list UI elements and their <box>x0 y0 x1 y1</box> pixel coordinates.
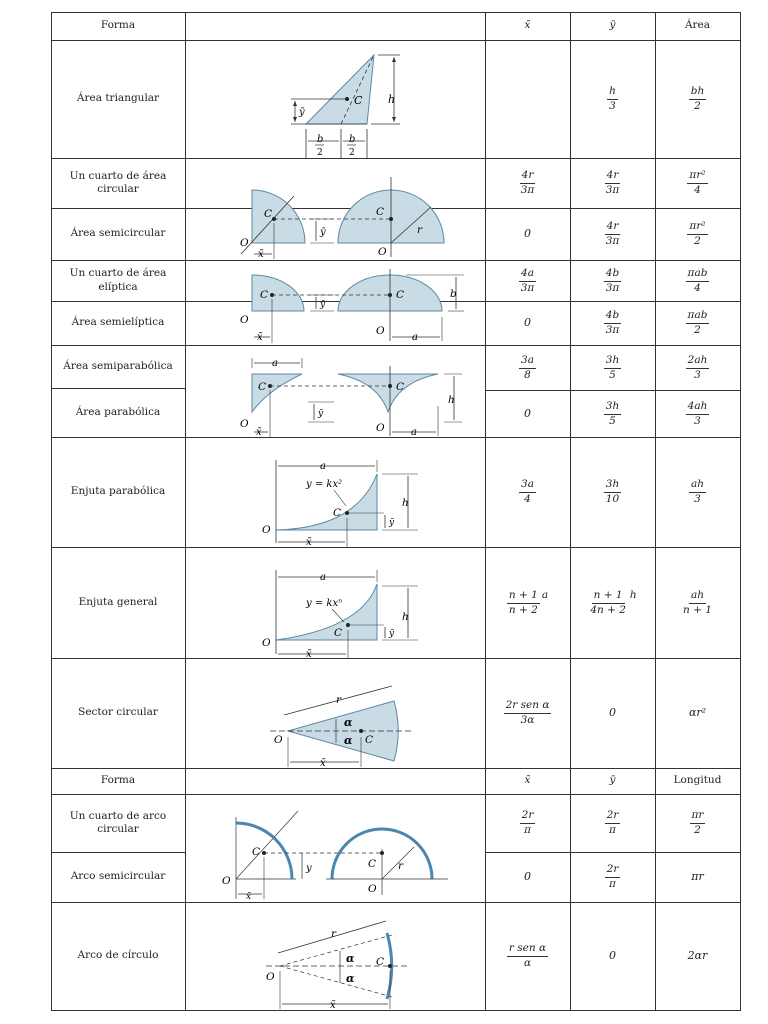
label-C2: C <box>396 289 405 301</box>
label-C1: C <box>258 381 267 393</box>
label-xbar: x̄ <box>330 1000 336 1010</box>
row-name: Arco semicircular <box>70 870 166 883</box>
header-longitud: Longitud <box>673 774 722 787</box>
label-C: C <box>333 507 342 519</box>
value <box>686 400 710 427</box>
row-value-xbar <box>485 658 570 768</box>
label-O1: O <box>240 237 249 249</box>
row-value-ybar <box>570 547 655 658</box>
row-value-area <box>655 208 740 260</box>
fraction-denominator: 3 <box>609 100 616 112</box>
label-h: h <box>448 394 455 406</box>
label-h: h <box>402 497 409 509</box>
row-name: Enjuta parabólica <box>70 485 166 498</box>
row-name: Área semiparabólica <box>63 359 173 372</box>
header-ybar-2: ȳ <box>609 774 616 787</box>
value <box>504 699 552 726</box>
fraction <box>604 355 621 381</box>
row-value-xbar <box>485 794 570 852</box>
row-value-ybar <box>570 852 655 902</box>
row-value-xbar <box>485 158 570 208</box>
fraction-denominator: 2 <box>694 235 701 247</box>
figure-general-spandrel <box>186 548 485 658</box>
value <box>686 309 710 336</box>
row-name: Un cuarto de arco circular <box>69 809 167 835</box>
row-value-ybar <box>570 40 655 158</box>
fraction-denominator: 10 <box>605 493 620 505</box>
fraction <box>507 943 548 969</box>
fraction-denominator: 3π <box>605 281 620 294</box>
label-ybar: ȳ <box>299 107 305 118</box>
label-O: O <box>262 524 271 536</box>
fraction <box>588 590 628 616</box>
row-value-area <box>655 260 740 301</box>
value: 0 <box>524 870 531 884</box>
label-O: O <box>266 971 275 983</box>
value <box>686 354 710 381</box>
label-a: a <box>320 461 326 472</box>
label-ybar: ȳ <box>320 300 326 310</box>
value <box>520 809 536 836</box>
label-C1: C <box>252 846 261 858</box>
figure-triangular-area <box>186 41 485 158</box>
fraction <box>686 310 710 336</box>
value: πr <box>691 870 704 884</box>
value <box>689 85 706 112</box>
value <box>681 589 714 616</box>
value <box>686 267 710 294</box>
value: 0 <box>524 316 531 330</box>
label-xbar: x̄ <box>257 332 263 343</box>
row-value-area <box>655 345 740 390</box>
fraction <box>689 479 706 505</box>
fraction-denominator: 2 <box>694 324 701 336</box>
header-area: Área <box>684 19 711 32</box>
row-value-xbar <box>485 437 570 547</box>
fraction-numerator: ah <box>689 590 706 604</box>
figure-parabolic-spandrel <box>186 438 485 547</box>
fraction <box>507 590 540 616</box>
row-value-ybar <box>570 345 655 390</box>
fraction <box>605 864 621 890</box>
row-name: Un cuarto de área elíptica <box>69 267 167 293</box>
fraction-denominator: 3 <box>694 414 701 427</box>
fraction-denominator: 4n + 2 <box>590 603 626 616</box>
value <box>607 85 618 112</box>
value: 0 <box>524 227 531 241</box>
label-eq: y = kx² <box>306 479 343 490</box>
fraction-denominator: 3α <box>520 714 535 726</box>
row-value-ybar <box>570 260 655 301</box>
value <box>519 478 536 505</box>
fraction <box>519 170 537 196</box>
row-value-area <box>655 852 740 902</box>
fraction <box>604 479 621 505</box>
value: 0 <box>524 406 531 420</box>
value <box>604 354 621 381</box>
label-O2: O <box>376 422 385 434</box>
table-border-right <box>740 12 741 1011</box>
fraction-denominator: 3π <box>520 281 535 294</box>
fraction <box>604 170 622 196</box>
label-r: r <box>398 860 404 872</box>
label-O: O <box>262 637 271 649</box>
header-forma-2: Forma <box>100 774 136 787</box>
row-name: Área triangular <box>76 92 160 105</box>
fraction <box>504 700 552 726</box>
value <box>604 309 622 336</box>
fraction-numerator: h <box>607 86 618 100</box>
row-value-ybar <box>570 902 655 1010</box>
fraction <box>604 310 622 336</box>
row-value-xbar <box>485 208 570 260</box>
header-ybar: ȳ <box>609 19 616 32</box>
fraction <box>686 268 710 294</box>
fraction-denominator: 3π <box>605 184 620 196</box>
value <box>507 942 548 969</box>
label-ybar: ȳ <box>318 409 324 419</box>
label-r: r <box>336 694 342 706</box>
label-eq: y = kxⁿ <box>306 598 343 609</box>
row-value-area <box>655 794 740 852</box>
fraction <box>605 810 621 836</box>
row-value-area <box>655 390 740 437</box>
fraction <box>520 810 536 836</box>
row-name: Enjuta general <box>78 595 158 608</box>
fraction-numerator: 4ah <box>686 401 710 415</box>
label-O2: O <box>376 325 385 337</box>
figure-circular-arcs <box>186 795 485 902</box>
label-r: r <box>417 224 423 236</box>
fraction-numerator: πab <box>686 268 710 282</box>
figure-parabolic-areas <box>186 346 485 437</box>
value: αr² <box>688 706 707 720</box>
value: 0 <box>609 949 616 963</box>
value <box>687 169 707 196</box>
fraction-denominator: 3 <box>694 368 701 381</box>
header-xbar-2: x̄ <box>524 774 531 787</box>
row-value-area <box>655 437 740 547</box>
row-name: Área semielíptica <box>71 316 165 329</box>
fraction-numerator: πr² <box>687 170 707 184</box>
fraction-numerator: 2r <box>605 864 621 878</box>
fraction-numerator: 4a <box>519 268 536 282</box>
fraction <box>604 268 622 294</box>
row-value-area <box>655 40 740 158</box>
header-xbar: x̄ <box>524 19 531 32</box>
fraction-denominator: 2 <box>694 824 701 836</box>
label-C2: C <box>376 206 385 218</box>
fraction-denominator: 3π <box>605 324 620 336</box>
row-value-xbar <box>485 390 570 437</box>
fraction <box>519 479 536 505</box>
label-xbar: x̄ <box>258 249 264 260</box>
label-ybar: ȳ <box>320 227 326 238</box>
fraction-denominator: 4 <box>694 281 701 294</box>
fraction <box>607 86 618 112</box>
row-value-xbar <box>485 40 570 158</box>
value <box>519 169 537 196</box>
fraction <box>686 355 710 381</box>
fraction-denominator: π <box>609 824 616 836</box>
fraction-denominator: 4 <box>524 493 531 505</box>
value <box>604 478 621 505</box>
row-value-ybar <box>570 208 655 260</box>
value: 2αr <box>687 949 708 963</box>
fraction-numerator: 3h <box>604 355 621 369</box>
fraction-numerator: r sen α <box>507 943 548 957</box>
fraction-numerator: n + 1 <box>592 590 625 604</box>
fraction-denominator: 5 <box>609 368 616 381</box>
fraction-numerator: bh <box>689 86 706 100</box>
label-two-2: 2 <box>349 148 355 158</box>
value <box>604 267 622 294</box>
row-name: Área semicircular <box>70 227 166 240</box>
row-value-xbar <box>485 345 570 390</box>
value <box>604 169 622 196</box>
fraction-numerator: 2ah <box>686 355 710 369</box>
fraction-denominator: 2 <box>694 100 701 112</box>
row-name: Arco de círculo <box>77 949 159 962</box>
fraction <box>681 590 714 616</box>
header-forma: Forma <box>100 19 136 32</box>
label-xbar: x̄ <box>320 758 326 768</box>
fraction-suffix: a <box>541 588 549 601</box>
fraction-denominator: α <box>523 957 532 969</box>
label-b-half-2: b <box>349 134 356 145</box>
fraction-denominator: n + 1 <box>683 603 712 616</box>
label-alpha2: α <box>344 734 353 747</box>
row-value-xbar <box>485 902 570 1010</box>
row-name: Área parabólica <box>75 405 161 418</box>
fraction-denominator: 4 <box>694 184 701 196</box>
fraction <box>689 86 706 112</box>
fraction-numerator: 3h <box>604 401 621 415</box>
fraction-denominator: 5 <box>609 414 616 427</box>
value: 0 <box>609 706 616 720</box>
label-two: 2 <box>317 148 323 158</box>
row-value-ybar <box>570 794 655 852</box>
row-value-xbar <box>485 852 570 902</box>
fraction-denominator: 3π <box>605 235 620 247</box>
row-value-area <box>655 658 740 768</box>
figure-arc-of-circle <box>186 903 485 1010</box>
fraction <box>519 355 536 381</box>
label-C: C <box>376 956 385 968</box>
fraction <box>519 268 537 294</box>
fraction-denominator: 3π <box>520 184 535 196</box>
row-value-ybar <box>570 437 655 547</box>
fraction-numerator: 4r <box>605 170 621 184</box>
fraction-numerator: 3a <box>519 355 536 369</box>
fraction <box>687 221 707 247</box>
fraction-numerator: 3h <box>604 479 621 493</box>
fraction-numerator: 4b <box>604 268 621 282</box>
figure-circular-sector <box>186 659 485 768</box>
label-C: C <box>334 627 343 639</box>
value <box>689 478 706 505</box>
fraction-denominator: π <box>609 878 616 890</box>
row-name: Un cuarto de área circular <box>69 169 167 195</box>
fraction-denominator: 3 <box>694 493 701 505</box>
label-xbar: x̄ <box>256 427 262 437</box>
label-r: r <box>331 928 337 940</box>
label-C: C <box>354 94 363 107</box>
figure-elliptic-areas <box>186 261 485 345</box>
label-C2: C <box>396 381 405 393</box>
label-ybar: ȳ <box>389 629 395 639</box>
label-alpha2: α <box>346 972 355 985</box>
fraction-denominator: n + 2 <box>508 603 538 616</box>
label-a: a <box>412 332 418 343</box>
fraction-suffix: h <box>629 588 637 601</box>
row-value-ybar <box>570 390 655 437</box>
fraction <box>686 401 710 427</box>
label-O1: O <box>222 875 231 887</box>
label-O2: O <box>368 883 377 895</box>
table-border-bottom <box>51 1010 741 1011</box>
fraction-denominator: π <box>524 824 531 836</box>
value <box>588 589 636 616</box>
label-O1: O <box>240 418 249 430</box>
col-divider <box>51 12 52 1011</box>
label-a: a <box>320 572 326 583</box>
label-xbar: x̄ <box>246 892 252 902</box>
label-C: C <box>365 734 374 746</box>
value <box>605 863 621 890</box>
row-value-area <box>655 902 740 1010</box>
fraction <box>690 810 706 836</box>
label-O1: O <box>240 314 249 326</box>
row-value-xbar <box>485 547 570 658</box>
fraction-numerator: 4r <box>605 221 621 235</box>
label-ybar: y <box>306 863 312 874</box>
fraction-numerator: πab <box>686 310 710 324</box>
fraction-numerator: n + 1 <box>507 590 540 604</box>
fraction-numerator: 2r <box>605 810 621 824</box>
fraction <box>687 170 707 196</box>
row-value-xbar <box>485 301 570 345</box>
fraction <box>604 401 621 427</box>
row-value-area <box>655 301 740 345</box>
figure-circular-areas <box>186 159 485 260</box>
label-O: O <box>274 734 283 746</box>
fraction-numerator: 4r <box>520 170 536 184</box>
centroid-table <box>51 12 741 1011</box>
fraction-numerator: πr <box>690 810 706 824</box>
fraction-numerator: 2r <box>520 810 536 824</box>
label-a1: a <box>272 358 278 369</box>
value <box>519 354 536 381</box>
label-ybar: ȳ <box>389 518 395 528</box>
row-value-ybar <box>570 658 655 768</box>
label-h: h <box>388 93 396 106</box>
label-C2: C <box>368 858 377 870</box>
value <box>690 809 706 836</box>
row-value-xbar <box>485 260 570 301</box>
row-value-ybar <box>570 158 655 208</box>
value <box>605 809 621 836</box>
fraction-numerator: 2r sen α <box>504 700 552 714</box>
label-C1: C <box>264 208 273 220</box>
value <box>604 220 622 247</box>
row-value-area <box>655 547 740 658</box>
label-alpha1: α <box>344 716 353 729</box>
value <box>604 400 621 427</box>
label-xbar: x̄ <box>306 649 312 658</box>
fraction <box>604 221 622 247</box>
label-xbar: x̄ <box>306 537 312 547</box>
fraction-numerator: 4b <box>604 310 621 324</box>
row-value-area <box>655 158 740 208</box>
label-b-half: b <box>317 134 324 145</box>
label-a2: a <box>411 427 417 437</box>
row-value-ybar <box>570 301 655 345</box>
label-alpha1: α <box>346 952 355 965</box>
fraction-numerator: 3a <box>519 479 536 493</box>
value <box>687 220 707 247</box>
fraction-numerator: πr² <box>687 221 707 235</box>
fraction-denominator: 8 <box>524 368 531 381</box>
label-h: h <box>402 611 409 623</box>
value <box>507 589 548 616</box>
label-O2: O <box>378 246 387 258</box>
label-C1: C <box>260 289 269 301</box>
label-b: b <box>450 288 457 300</box>
fraction-numerator: ah <box>689 479 706 493</box>
value <box>519 267 537 294</box>
row-name: Sector circular <box>78 706 158 719</box>
